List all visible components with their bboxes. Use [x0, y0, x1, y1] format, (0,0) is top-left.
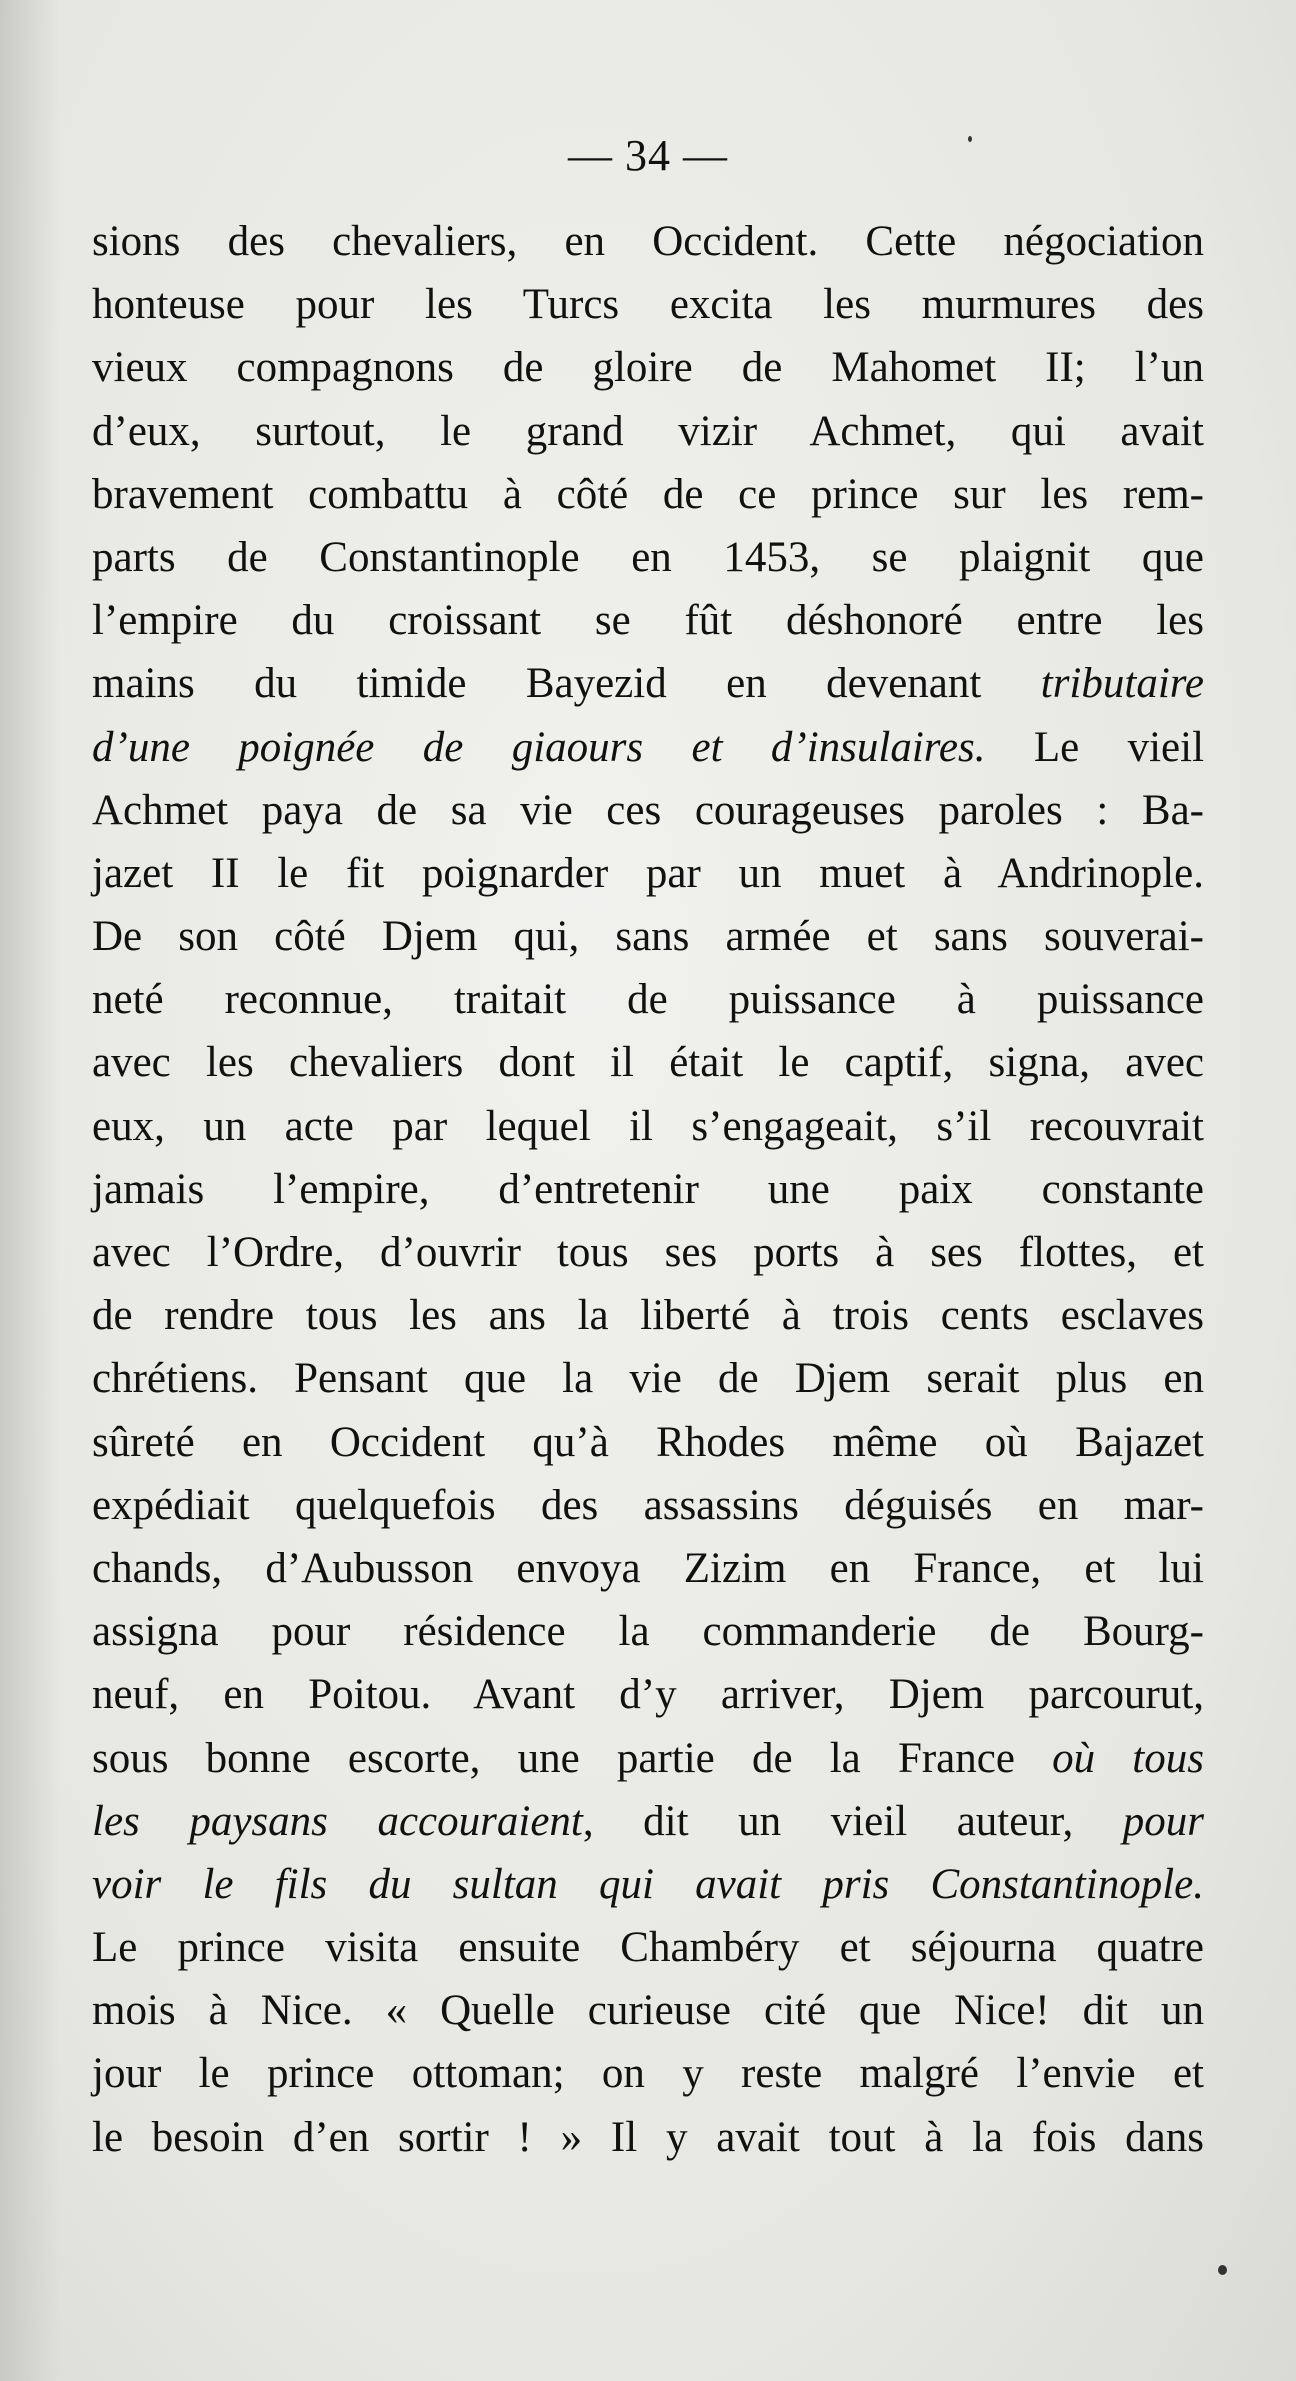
text-line	[92, 1158, 1204, 1221]
text-segment: mois à Nice. « Quelle curieuse cité que Nice! dit un	[92, 1987, 1204, 2035]
text-segment: jour le prince ottoman; on y reste malgré l’envie et	[92, 2050, 1204, 2098]
text-line	[92, 2106, 1204, 2169]
text-segment: neté reconnue, traitait de puissance à puissance	[92, 976, 1204, 1024]
text-segment: neuf, en Poitou. Avant d’y arriver, Djem parcourut,	[92, 1671, 1204, 1719]
text-line	[92, 1031, 1204, 1094]
text-line	[92, 1411, 1204, 1474]
page-number: — 34 —	[568, 131, 728, 180]
text-line	[92, 1727, 1204, 1790]
ink-speck	[1218, 2265, 1227, 2275]
text-line	[92, 652, 1204, 715]
text-segment: avec l’Ordre, d’ouvrir tous ses ports à ses flottes, et	[92, 1229, 1204, 1276]
text-segment: jazet II le fit poignarder par un muet à Andrinople.	[92, 849, 1204, 897]
text-segment: De son côté Djem qui, sans armée et sans souverai-	[92, 913, 1204, 961]
text-segment: assigna pour résidence la commanderie de Bourg-	[92, 1608, 1204, 1656]
text-line	[92, 463, 1204, 526]
text-segment: Achmet paya de sa vie ces courageuses paroles : Ba-	[92, 786, 1204, 834]
text-line	[92, 905, 1204, 968]
italic-text: les paysans accouraient	[92, 1797, 583, 1845]
text-line	[92, 1663, 1204, 1726]
italic-text: pour	[1122, 1797, 1204, 1845]
italic-text: tributaire	[1040, 660, 1204, 708]
text-line	[92, 336, 1204, 399]
text-line	[92, 210, 1204, 273]
text-segment: avec les chevaliers dont il était le captif, signa, avec	[92, 1039, 1204, 1087]
text-line	[92, 2042, 1204, 2105]
text-segment: mains du timide Bayezid en devenant	[92, 660, 1041, 708]
text-segment: sûreté en Occident qu’à Rhodes même où Bajazet	[92, 1418, 1204, 1466]
text-line	[92, 273, 1204, 336]
text-line	[92, 1979, 1204, 2042]
text-line	[92, 1853, 1204, 1916]
text-segment: le besoin d’en sortir ! » Il y avait tout à la fois dans	[92, 2113, 1204, 2161]
text-segment: parts de Constantinople en 1453, se plaignit que	[92, 533, 1204, 581]
text-segment: bravement combattu à côté de ce prince sur les rem-	[92, 470, 1204, 518]
text-segment: chands, d’Aubusson envoya Zizim en France, et lui	[92, 1544, 1204, 1592]
text-line	[92, 526, 1204, 589]
text-segment: sions des chevaliers, en Occident. Cette négociation	[92, 218, 1204, 265]
text-line	[92, 842, 1204, 905]
ink-speck	[968, 136, 972, 142]
text-segment: sous bonne escorte, une partie de la France	[92, 1734, 1053, 1782]
text-segment: chrétiens. Pensant que la vie de Djem serait plus en	[92, 1355, 1204, 1403]
text-segment: l’empire du croissant se fût déshonoré entre les	[92, 597, 1204, 645]
text-line	[92, 1221, 1204, 1284]
text-line	[92, 779, 1204, 842]
italic-text: où tous	[1052, 1734, 1204, 1782]
text-line	[92, 1284, 1204, 1347]
text-line	[92, 589, 1204, 652]
text-segment: expédiait quelquefois des assassins déguisés en mar-	[92, 1481, 1204, 1529]
text-segment: d’eux, surtout, le grand vizir Achmet, qui avait	[92, 407, 1204, 455]
text-segment: eux, un acte par lequel il s’engageait, s’il recouvrait	[92, 1102, 1204, 1150]
italic-text: voir le fils du sultan qui avait pris Constantinople.	[92, 1860, 1204, 1908]
text-segment: de rendre tous les ans la liberté à trois cents esclaves	[92, 1292, 1204, 1340]
text-line	[92, 1537, 1204, 1600]
text-line	[92, 1916, 1204, 1979]
text-line	[92, 400, 1204, 463]
text-line	[92, 1095, 1204, 1158]
page-gutter-shadow	[0, 0, 60, 2381]
text-segment: Le prince visita ensuite Chambéry et séjourna quatre	[92, 1924, 1204, 1972]
italic-text: d’une poignée de giaours et d’insulaires.	[92, 723, 986, 771]
body-text	[92, 210, 1204, 2169]
text-line	[92, 716, 1204, 779]
text-line	[92, 968, 1204, 1031]
text-line	[92, 1790, 1204, 1853]
text-segment: jamais l’empire, d’entretenir une paix constante	[92, 1165, 1204, 1213]
text-segment: Le vieil	[985, 723, 1205, 771]
text-line	[92, 1474, 1204, 1537]
text-segment: vieux compagnons de gloire de Mahomet II; l’un	[92, 344, 1204, 392]
text-line	[92, 1600, 1204, 1663]
text-segment: , dit un vieil auteur,	[582, 1797, 1123, 1845]
text-segment: honteuse pour les Turcs excita les murmures des	[92, 281, 1204, 329]
text-line	[92, 1347, 1204, 1410]
